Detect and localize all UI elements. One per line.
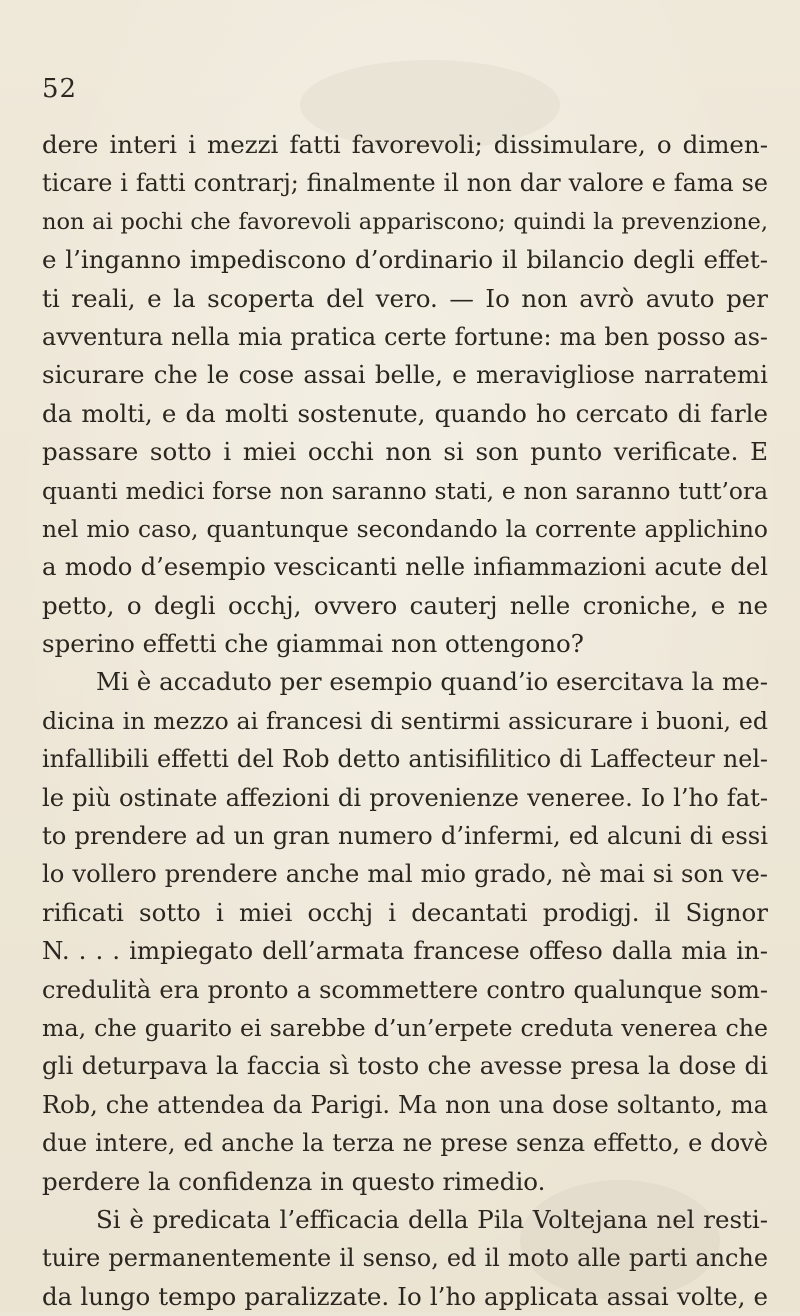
- text-line: nel mio caso, quantunque secondando la corrente applichino: [42, 514, 768, 543]
- text-line: lo vollero prendere anche mal mio grado, nè mai si son ve-: [42, 859, 768, 889]
- text-line: infallibili effetti del Rob detto antisifilitico di Laffecteur nel-: [42, 745, 768, 774]
- text-line: dere interi i mezzi fatti favorevoli; dissimulare, o dimen-: [42, 130, 768, 159]
- text-line: passare sotto i miei occhi non si son punto verificate. E: [42, 437, 768, 467]
- text-line: e l’inganno impediscono d’ordinario il bilancio degli effet-: [42, 245, 768, 275]
- text-line: perdere la confidenza in questo rimedio.: [42, 1166, 546, 1196]
- text-line: ti reali, e la scoperta del vero. — Io non avrò avuto per: [42, 283, 768, 313]
- text-line: Mi è accaduto per esempio quand’io esercitava la me-: [96, 667, 768, 697]
- text-line: da molti, e da molti sostenute, quando ho cercato di farle: [42, 398, 768, 428]
- text-line: Si è predicata l’efficacia della Pila Voltejana nel resti-: [96, 1204, 768, 1234]
- text-line: dicina in mezzo ai francesi di sentirmi assicurare i buoni, ed: [42, 706, 768, 735]
- text-line: da lungo tempo paralizzate. Io l’ho applicata assai volte, e: [42, 1281, 768, 1311]
- text-line: sperino effetti che giammai non ottengono?: [42, 629, 584, 659]
- text-line: due intere, ed anche la terza ne prese senza effetto, e dovè: [42, 1129, 768, 1158]
- text-line: sicurare che le cose assai belle, e meravigliose narratemi: [42, 360, 768, 390]
- text-line: gli deturpava la faccia sì tosto che avesse presa la dose di: [42, 1051, 768, 1081]
- text-line: quanti medici forse non saranno stati, e non saranno tutt’ora: [42, 476, 768, 505]
- text-line: tuire permanentemente il senso, ed il moto alle parti anche: [42, 1244, 768, 1273]
- page-number: 52: [42, 74, 78, 104]
- text-line: petto, o degli occhj, ovvero cauterj nelle croniche, e ne: [42, 590, 768, 620]
- text-line: avventura nella mia pratica certe fortune: ma ben posso as-: [42, 322, 768, 351]
- text-line: to prendere ad un gran numero d’infermi, ed alcuni di essi: [42, 821, 768, 851]
- text-line: rificati sotto i miei occhj i decantati prodigj. il Signor: [42, 897, 768, 927]
- text-line: credulità era pronto a scommettere contro qualunque som-: [42, 975, 768, 1004]
- text-line: ticare i fatti contrarj; finalmente il non dar valore e fama se: [42, 169, 768, 198]
- text-line: Rob, che attendea da Parigi. Ma non una dose soltanto, ma: [42, 1090, 768, 1119]
- text-line: non ai pochi che favorevoli appariscono; quindi la prevenzione,: [42, 208, 768, 235]
- text-line: le più ostinate affezioni di provenienze veneree. Io l’ho fat-: [42, 783, 768, 812]
- body-text: [42, 126, 768, 1316]
- text-line: N. . . . impiegato dell’armata francese offeso dalla mia in-: [42, 936, 768, 966]
- text-line: ma, che guarito ei sarebbe d’un’erpete creduta venerea che: [42, 1013, 768, 1042]
- text-line: a modo d’esempio vescicanti nelle infiammazioni acute del: [42, 552, 768, 582]
